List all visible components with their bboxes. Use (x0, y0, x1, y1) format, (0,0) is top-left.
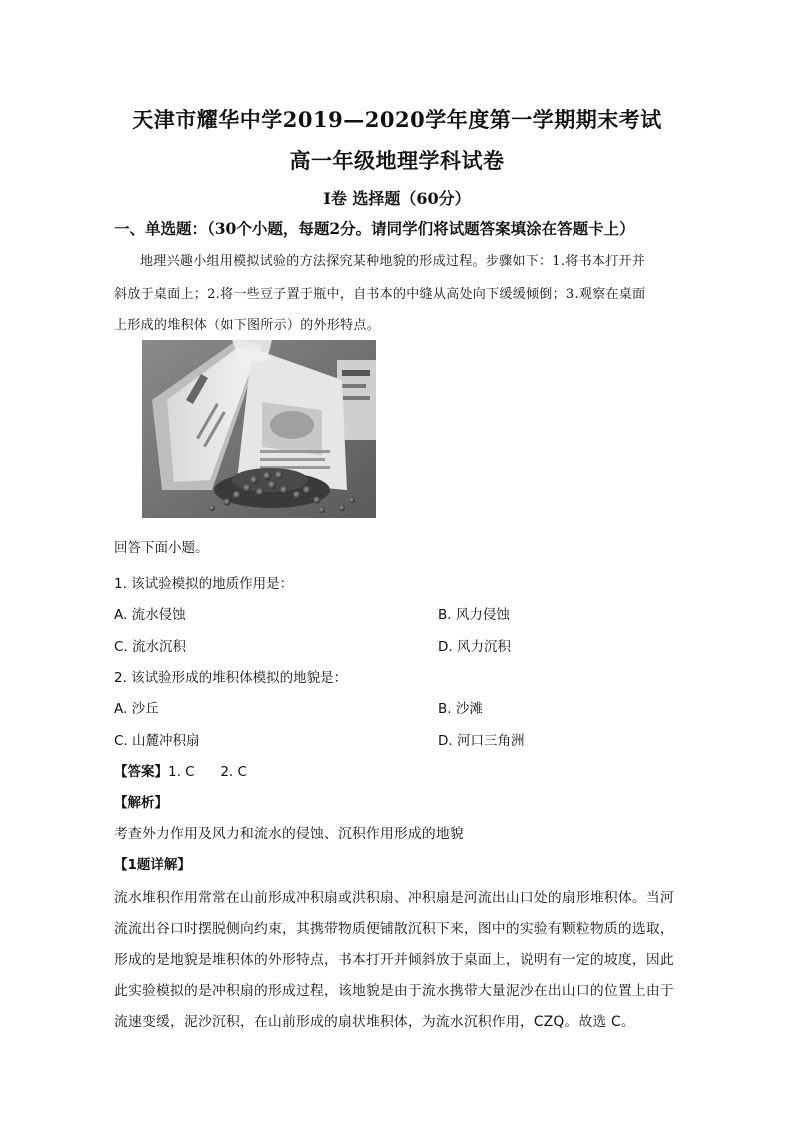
detail-label: 【1题详解】 (114, 857, 191, 873)
detail-line-3: 形成的是地貌是堆积体的外形特点，书本打开并倾斜放于桌面上，说明有一定的坡度，因此 (114, 952, 674, 968)
q2-option-d: D. 河口三角洲 (438, 733, 525, 749)
exam-subtitle: 高一年级地理学科试卷 (289, 148, 505, 173)
analysis-label: 【解析】 (114, 795, 168, 811)
intro-line-1: 地理兴趣小组用模拟试验的方法探究某种地貌的形成过程。步骤如下：1.将书本打开并 (140, 254, 646, 269)
question-prompt: 回答下面小题。 (114, 540, 209, 556)
detail-line-4: 此实验模拟的是冲积扇的形成过程，该地貌是由于流水携带大量泥沙在出山口的位置上由于 (114, 983, 674, 999)
q2-option-a: A. 沙丘 (114, 701, 159, 717)
q1-option-d: D. 风力沉积 (438, 639, 511, 655)
detail-line-2: 流流出谷口时摆脱侧向约束，其携带物质便铺散沉积下来，图中的实验有颗粒物质的选取， (114, 921, 674, 937)
question-1-stem: 1. 该试验模拟的地质作用是： (114, 576, 294, 592)
intro-line-3: 上形成的堆积体（如下图所示）的外形特点。 (114, 318, 381, 333)
question-2-stem: 2. 该试验形成的堆积体模拟的地貌是： (114, 670, 348, 686)
exam-title: 天津市耀华中学2019—2020学年度第一学期期末考试 (132, 107, 662, 132)
detail-line-1: 流水堆积作用常常在山前形成冲积扇或洪积扇、冲积扇是河流出山口处的扇形堆积体。当河 (114, 890, 674, 906)
q2-option-b: B. 沙滩 (438, 701, 483, 717)
q1-option-c: C. 流水沉积 (114, 639, 187, 655)
volume-heading: I卷 选择题（60分） (323, 189, 471, 208)
intro-line-2: 斜放于桌面上；2.将一些豆子置于瓶中，自书本的中缝从高处向下缓缓倾倒；3.观察在桌面 (114, 287, 646, 302)
detail-line-5: 流速变缓，泥沙沉积，在山前形成的扇状堆积体，为流水沉积作用，CZQ。故选 C。 (114, 1014, 635, 1030)
answer-values: 1. C 2. C (168, 764, 247, 780)
section-heading: 一、单选题：（30个小题，每题2分。请同学们将试题答案填涂在答题卡上） (114, 219, 635, 238)
experiment-photo (142, 340, 376, 518)
book-beans-photo-icon (142, 340, 376, 518)
q2-option-c: C. 山麓冲积扇 (114, 733, 200, 749)
answer-label: 【答案】 (114, 764, 168, 780)
analysis-summary: 考查外力作用及风力和流水的侵蚀、沉积作用形成的地貌 (114, 826, 464, 842)
q1-option-a: A. 流水侵蚀 (114, 607, 186, 623)
q1-option-b: B. 风力侵蚀 (438, 607, 510, 623)
answer-row (114, 760, 684, 780)
